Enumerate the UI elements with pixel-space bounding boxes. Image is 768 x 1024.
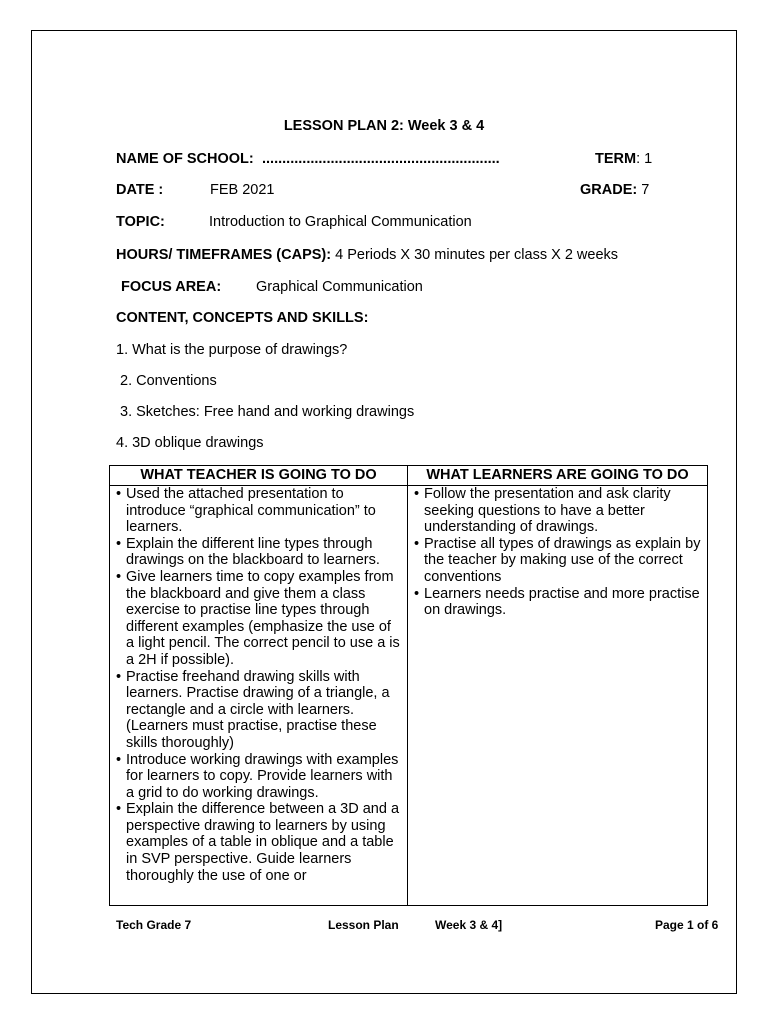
hours-value: 4 Periods X 30 minutes per class X 2 weeks xyxy=(331,247,619,263)
topic-label: TOPIC: xyxy=(116,214,165,230)
table-header-row xyxy=(110,466,708,486)
list-item: • Introduce working drawings with examples for learners to copy. Provide learners with a grid to do working drawings. xyxy=(116,752,401,802)
date-label: DATE : xyxy=(116,182,164,198)
hours-field xyxy=(116,246,618,264)
term-label: TERM xyxy=(595,151,637,167)
footer-page-number: Page 1 of 6 xyxy=(655,918,719,932)
focus-label: FOCUS AREA: xyxy=(121,279,222,295)
learner-activities-cell xyxy=(408,486,708,906)
footer-subject: Tech Grade 7 xyxy=(116,918,192,932)
content-item: 2. Conventions xyxy=(120,373,217,389)
topic-value: Introduction to Graphical Communication xyxy=(209,214,472,230)
content-heading: CONTENT, CONCEPTS AND SKILLS: xyxy=(116,310,369,326)
grade-field xyxy=(580,181,649,199)
list-item: • Used the attached presentation to introduce “graphical communication” to learners. xyxy=(116,486,401,536)
school-value: ........................................................... xyxy=(262,151,500,167)
term-value: : 1 xyxy=(636,151,653,167)
school-label: NAME OF SCHOOL: xyxy=(116,151,254,167)
table-row xyxy=(110,486,708,906)
list-item: • Practise freehand drawing skills with learners. Practise drawing of a triangle, a rectangle and a circle with learners. (Learners must practise, practise these skills thoroughly) xyxy=(116,669,401,752)
list-item: • Follow the presentation and ask clarity seeking questions to have a better understanding of drawings. xyxy=(414,486,701,536)
list-item: • Learners needs practise and more practise on drawings. xyxy=(414,586,701,619)
list-item: • Practise all types of drawings as explain by the teacher by making use of the correct conventions xyxy=(414,536,701,586)
footer-week: Week 3 & 4] xyxy=(435,918,503,932)
date-value: FEB 2021 xyxy=(210,182,275,198)
footer-doc: Lesson Plan xyxy=(328,918,399,932)
focus-value: Graphical Communication xyxy=(256,279,423,295)
list-item: • Give learners time to copy examples from the blackboard and give them a class exercise to practise line types through different examples (emphasize the use of a light pencil. The correct pencil to use a is a 2H if possible). xyxy=(116,569,401,669)
hours-label: HOURS/ TIMEFRAMES (CAPS): xyxy=(116,247,332,263)
content-item: 3. Sketches: Free hand and working drawings xyxy=(120,404,415,420)
grade-value: 7 xyxy=(637,182,650,198)
list-item: • Explain the different line types through drawings on the blackboard to learners. xyxy=(116,536,401,569)
grade-label: GRADE: xyxy=(580,182,638,198)
teacher-column-header: WHAT TEACHER IS GOING TO DO xyxy=(110,466,408,486)
activities-table xyxy=(109,465,708,906)
content-item: 1. What is the purpose of drawings? xyxy=(116,342,348,358)
learner-column-header: WHAT LEARNERS ARE GOING TO DO xyxy=(408,466,708,486)
list-item: • Explain the difference between a 3D and a perspective drawing to learners by using examples of a table in oblique and a table in SVP perspective. Guide learners thoroughly the use of one or xyxy=(116,801,401,884)
content-item: 4. 3D oblique drawings xyxy=(116,435,264,451)
term-field xyxy=(595,150,652,168)
page-title: LESSON PLAN 2: Week 3 & 4 xyxy=(283,118,485,134)
teacher-activities-cell xyxy=(110,486,408,906)
